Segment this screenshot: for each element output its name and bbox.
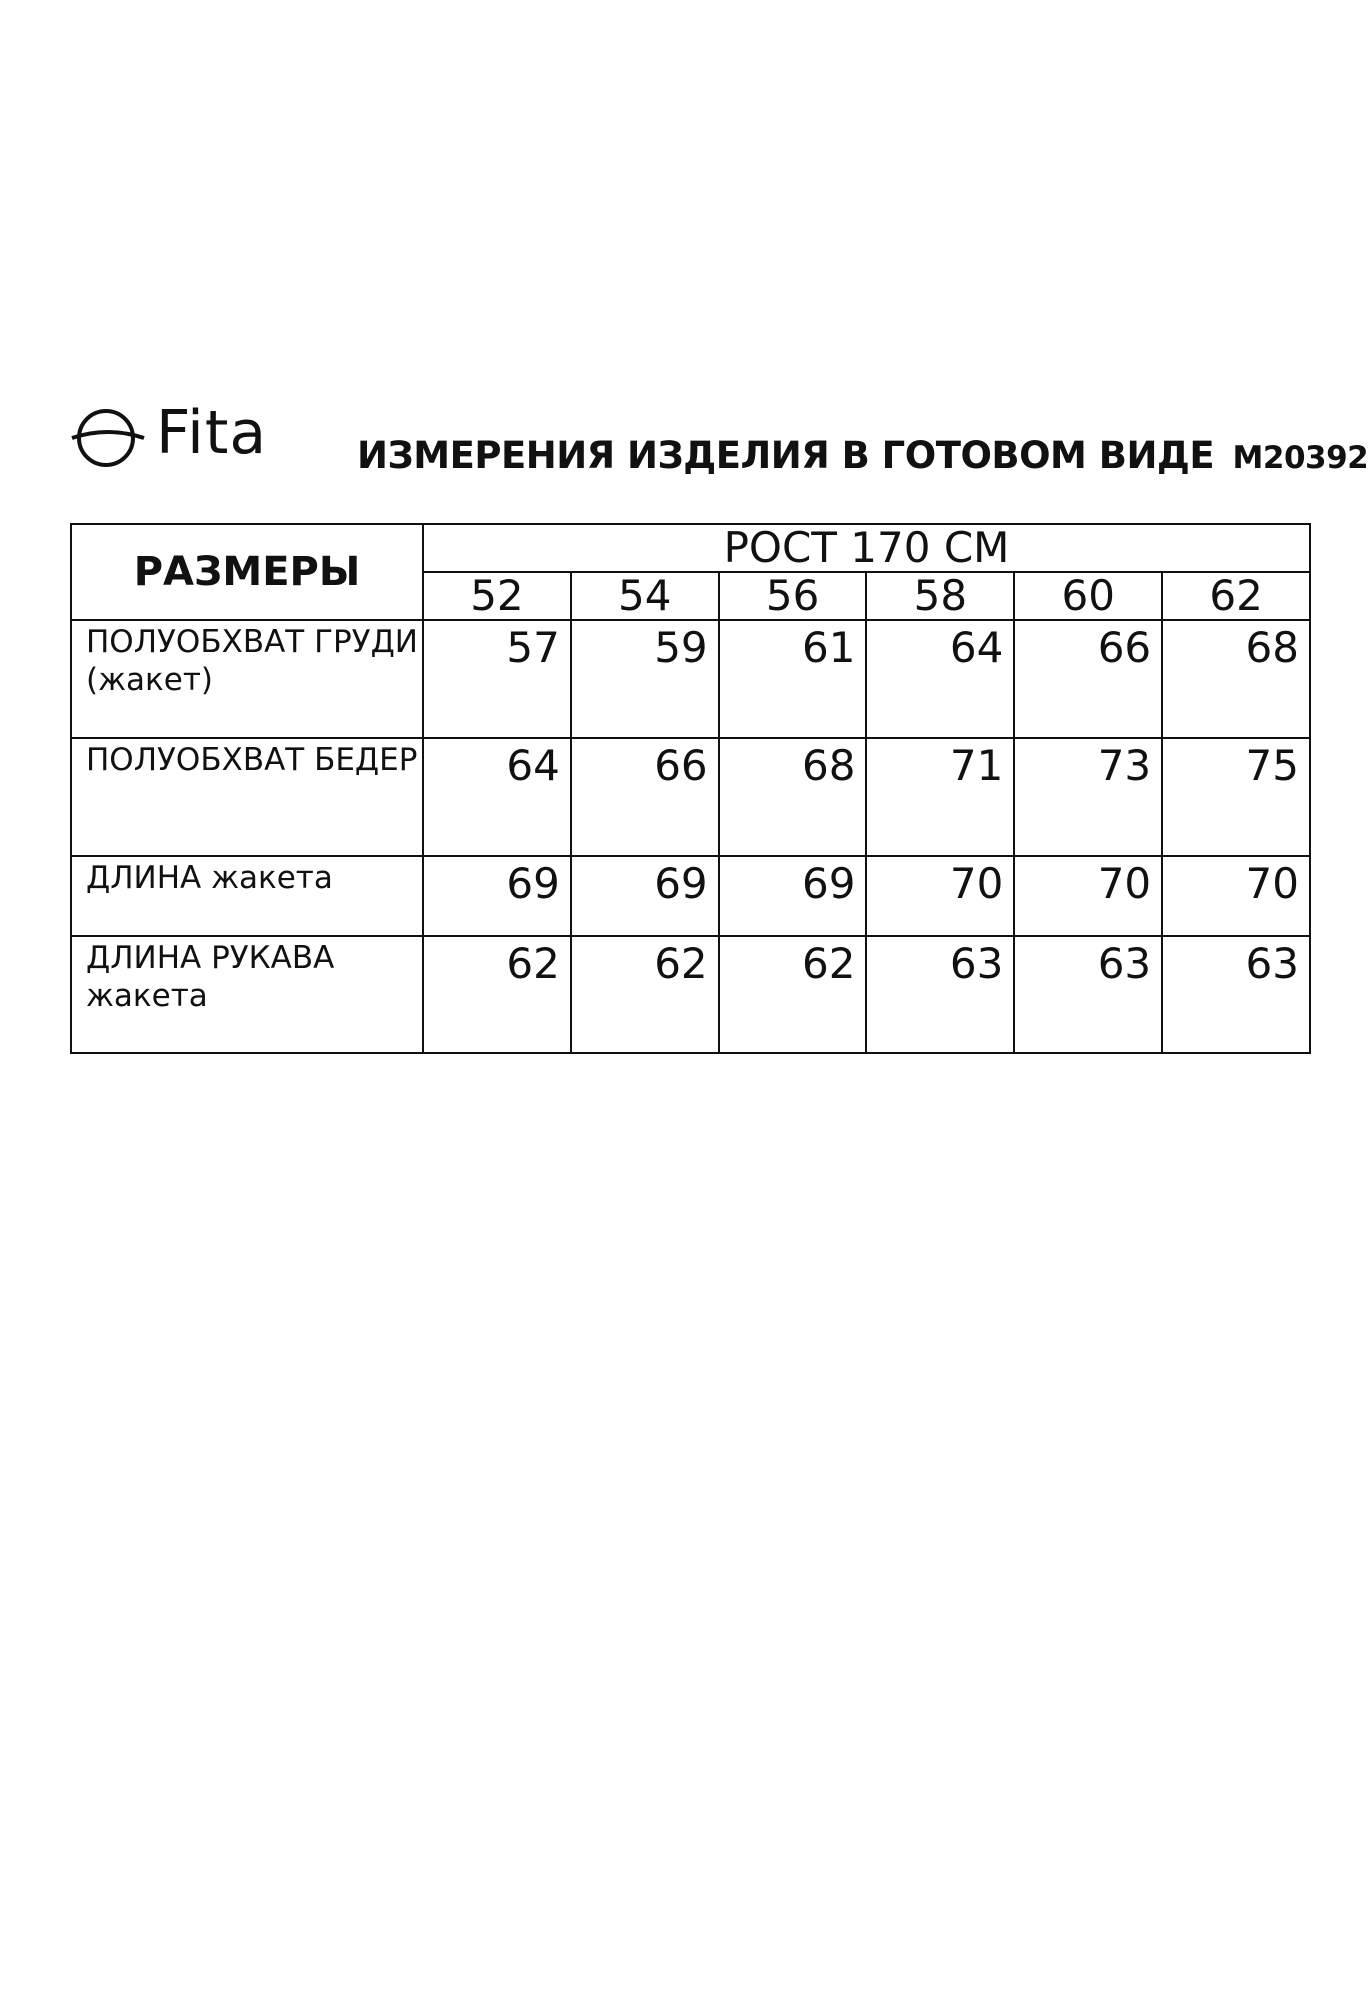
table-row <box>71 936 1310 1053</box>
value-cell: 59 <box>571 620 719 738</box>
value-cell: 66 <box>1014 620 1162 738</box>
value-cell: 64 <box>423 738 571 856</box>
value-cell: 63 <box>1162 936 1310 1053</box>
value-cell: 63 <box>866 936 1014 1053</box>
value-cell: 68 <box>1162 620 1310 738</box>
page-title <box>357 432 1368 482</box>
value-cell: 66 <box>571 738 719 856</box>
value-cell: 62 <box>423 936 571 1053</box>
value-cell: 64 <box>866 620 1014 738</box>
row-label: ДЛИНА РУКАВА жакета <box>71 936 423 1053</box>
value-cell: 69 <box>423 856 571 936</box>
product-code: М20392 <box>1232 440 1368 476</box>
height-header: РОСТ 170 СМ <box>423 524 1310 572</box>
table-row <box>71 738 1310 856</box>
size-table <box>70 523 1311 1054</box>
size-header-cell: 62 <box>1162 572 1310 620</box>
brand-name: Fita <box>156 398 268 468</box>
size-header-cell: 58 <box>866 572 1014 620</box>
value-cell: 63 <box>1014 936 1162 1053</box>
value-cell: 70 <box>1014 856 1162 936</box>
value-cell: 61 <box>719 620 867 738</box>
value-cell: 68 <box>719 738 867 856</box>
value-cell: 57 <box>423 620 571 738</box>
value-cell: 62 <box>719 936 867 1053</box>
table-row <box>71 856 1310 936</box>
value-cell: 73 <box>1014 738 1162 856</box>
table-row <box>71 620 1310 738</box>
value-cell: 71 <box>866 738 1014 856</box>
title-text: ИЗМЕРЕНИЯ ИЗДЕЛИЯ В ГОТОВОМ ВИДЕ <box>357 434 1215 477</box>
row-label: ДЛИНА жакета <box>71 856 423 936</box>
value-cell: 75 <box>1162 738 1310 856</box>
value-cell: 62 <box>571 936 719 1053</box>
value-cell: 70 <box>866 856 1014 936</box>
row-label: ПОЛУОБХВАТ ГРУДИ (жакет) <box>71 620 423 738</box>
size-header-cell: 54 <box>571 572 719 620</box>
value-cell: 69 <box>719 856 867 936</box>
value-cell: 69 <box>571 856 719 936</box>
size-header-cell: 60 <box>1014 572 1162 620</box>
size-header-cell: 56 <box>719 572 867 620</box>
sizes-header: РАЗМЕРЫ <box>71 524 423 620</box>
fita-logo-icon <box>68 400 148 470</box>
brand-logo <box>68 400 288 470</box>
size-header-cell: 52 <box>423 572 571 620</box>
row-label: ПОЛУОБХВАТ БЕДЕР <box>71 738 423 856</box>
value-cell: 70 <box>1162 856 1310 936</box>
